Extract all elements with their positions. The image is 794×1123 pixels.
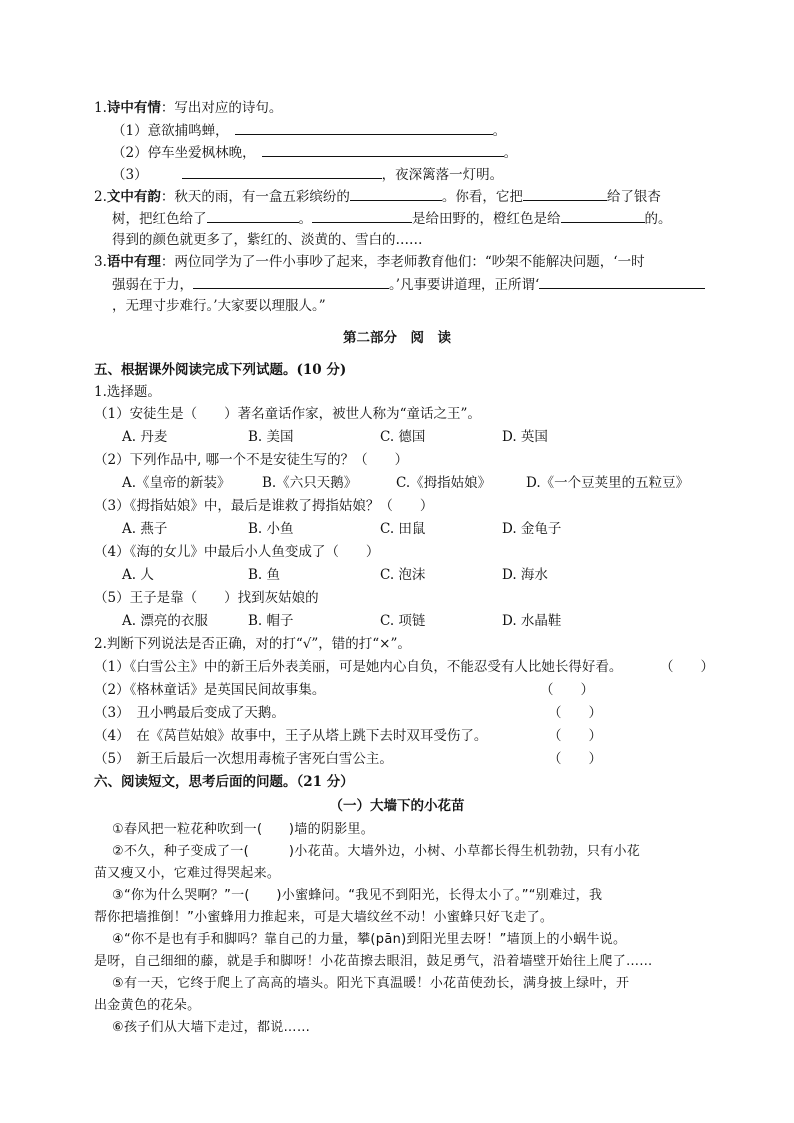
option-a[interactable]: A.《皇帝的新装》 bbox=[122, 475, 231, 491]
q1-item-1 bbox=[112, 120, 506, 141]
paragraph-6: ⑥孩子们从大墙下走过，都说…… bbox=[112, 1020, 311, 1035]
q2-line-1 bbox=[94, 186, 661, 207]
option-d[interactable]: D. 水晶鞋 bbox=[502, 613, 562, 629]
option-c[interactable]: C.《拇指姑娘》 bbox=[396, 475, 492, 491]
q2-text: 给了银杏 bbox=[606, 189, 661, 205]
option-c[interactable]: C. 泡沫 bbox=[380, 567, 426, 583]
q2-text: 的。 bbox=[644, 211, 672, 227]
q1-item-2 bbox=[112, 142, 517, 163]
answer-blank[interactable] bbox=[539, 274, 705, 289]
q2-text: 。 bbox=[298, 211, 312, 227]
part2-title: 第二部分 阅 读 bbox=[343, 330, 451, 346]
paragraph-5-line-2: 出金黄色的花朵。 bbox=[94, 998, 201, 1013]
q2-line-3: 得到的颜色就更多了，紫红的、淡黄的、雪白的…… bbox=[112, 232, 423, 248]
option-d[interactable]: D.《一个豆荚里的五粒豆》 bbox=[526, 475, 690, 491]
q2-line-2 bbox=[112, 208, 672, 229]
option-c[interactable]: C. 田鼠 bbox=[380, 521, 426, 537]
mc-question-5: （5）王子是靠（ ）找到灰姑娘的 bbox=[94, 590, 319, 606]
mc-options-1 bbox=[0, 427, 794, 447]
section5-sub2: 2.判断下列说法是否正确，对的打“√”，错的打“×”。 bbox=[94, 636, 411, 652]
paragraph-2-line-2: 苗又瘦又小，它难过得哭起来。 bbox=[94, 866, 281, 881]
q3-line-2 bbox=[112, 274, 705, 295]
answer-blank[interactable] bbox=[193, 274, 389, 289]
option-d[interactable]: D. 英国 bbox=[502, 429, 548, 445]
answer-blank[interactable] bbox=[561, 208, 645, 223]
q1-item-2-text: （2）停车坐爱枫林晚， bbox=[112, 145, 256, 161]
option-b[interactable]: B. 小鱼 bbox=[248, 521, 294, 537]
section5-title: 五、根据课外阅读完成下列试题。(10 分) bbox=[94, 362, 347, 378]
q3-text: 。’凡事要讲道理，正所谓‘ bbox=[389, 277, 540, 293]
mc-options-5 bbox=[0, 611, 794, 631]
q2-text: 是给田野的，橙红色是给 bbox=[412, 211, 561, 227]
answer-blank[interactable] bbox=[350, 186, 442, 201]
mc-question-4: （4）《海的女儿》中最后小人鱼变成了（ ） bbox=[94, 544, 380, 560]
q1-item-1-text: （1）意欲捕鸣蝉， bbox=[112, 123, 229, 139]
q1-item-1-end: 。 bbox=[492, 123, 507, 139]
passage-title: （一）大墙下的小花苗 bbox=[329, 798, 465, 814]
option-c[interactable]: C. 项链 bbox=[380, 613, 426, 629]
q1-number: 1. bbox=[94, 100, 107, 116]
option-b[interactable]: B. 帽子 bbox=[248, 613, 294, 629]
paragraph-5-line-1: ⑤有一天，它终于爬上了高高的墙头。阳光下真温暖！小花苗使劲长，满身披上绿叶，开 bbox=[112, 976, 630, 991]
answer-blank[interactable] bbox=[235, 120, 493, 135]
q3-text: 强弱在于力， bbox=[112, 277, 193, 293]
answer-blank[interactable] bbox=[262, 142, 504, 157]
section5-sub1: 1.选择题。 bbox=[94, 384, 161, 400]
mc-options-4 bbox=[0, 565, 794, 585]
answer-blank[interactable] bbox=[207, 208, 299, 223]
q3-text: ：两位同学为了一件小事吵了起来，李老师教育他们：“吵架不能解决问题，‘一时 bbox=[160, 254, 645, 270]
q1-label: 诗中有情 bbox=[106, 100, 161, 116]
judge-answer-5[interactable]: （ ） bbox=[548, 751, 602, 767]
paragraph-2-line-1: ②不久，种子变成了一( )小花苗。大墙外边，小树、小草都长得生机勃勃，只有小花 bbox=[112, 844, 641, 859]
answer-blank[interactable] bbox=[312, 208, 412, 223]
option-a[interactable]: A. 燕子 bbox=[122, 521, 168, 537]
mc-options-3 bbox=[0, 519, 794, 539]
q3-label: 语中有理 bbox=[106, 254, 161, 270]
q2-text: 。你看，它把 bbox=[441, 189, 523, 205]
section6-title: 六、阅读短文，思考后面的问题。（21 分） bbox=[94, 774, 354, 790]
judge-item-1: （1）《白雪公主》中的新王后外表美丽，可是她内心自负，不能忍受有人比她长得好看。 bbox=[94, 659, 623, 675]
q1-item-2-end: 。 bbox=[503, 145, 518, 161]
paragraph-3-line-1: ③“你为什么哭啊？”一( )小蜜蜂问。“我见不到阳光，长得太小了。”“别难过，我 bbox=[112, 888, 603, 903]
q2-label: 文中有韵 bbox=[106, 189, 161, 205]
q2-text: ：秋天的雨，有一盒五彩缤纷的 bbox=[160, 189, 350, 205]
answer-blank[interactable] bbox=[523, 186, 607, 201]
option-a[interactable]: A. 丹麦 bbox=[122, 429, 168, 445]
option-c[interactable]: C. 德国 bbox=[380, 429, 426, 445]
q3-number: 3. bbox=[94, 254, 107, 270]
judge-answer-1[interactable]: （ ） bbox=[660, 659, 714, 675]
judge-answer-3[interactable]: （ ） bbox=[548, 705, 602, 721]
q1-item-3-end: ，夜深篱落一灯明。 bbox=[381, 167, 504, 183]
q3-line-3: ，无理寸步难行。’大家要以理服人。” bbox=[112, 298, 326, 314]
q3-line-1 bbox=[94, 252, 645, 272]
judge-item-3: （3） 丑小鸭最后变成了天鹅。 bbox=[94, 705, 285, 721]
paragraph-1: ①春风把一粒花种吹到一( )墙的阴影里。 bbox=[112, 822, 375, 837]
paragraph-4-line-2: 是呀，自己细细的藤，就是手和脚呀！小花苗擦去眼泪，鼓足勇气，沿着墙壁开始往上爬了…… bbox=[94, 954, 653, 969]
mc-question-1: （1）安徒生是（ ）著名童话作家，被世人称为“童话之王”。 bbox=[94, 406, 481, 422]
option-d[interactable]: D. 海水 bbox=[502, 567, 548, 583]
judge-item-4: （4） 在《莴苣姑娘》故事中，王子从塔上跳下去时双耳受伤了。 bbox=[94, 728, 488, 744]
judge-answer-4[interactable]: （ ） bbox=[548, 728, 602, 744]
option-a[interactable]: A. 漂亮的衣服 bbox=[122, 613, 208, 629]
mc-options-2 bbox=[0, 473, 794, 493]
option-b[interactable]: B. 美国 bbox=[248, 429, 294, 445]
mc-question-3: （3）《拇指姑娘》中，最后是谁救了拇指姑娘？（ ） bbox=[94, 498, 434, 514]
judge-answer-2[interactable]: （ ） bbox=[540, 682, 594, 698]
q2-text: 树，把红色给了 bbox=[112, 211, 207, 227]
judge-item-2: （2）《格林童话》是英国民间故事集。 bbox=[94, 682, 326, 698]
q1-instruction: ：写出对应的诗句。 bbox=[160, 100, 283, 116]
q1-heading bbox=[94, 98, 282, 118]
q1-item-3-text: （3） bbox=[112, 167, 148, 183]
option-b[interactable]: B. 鱼 bbox=[248, 567, 281, 583]
option-d[interactable]: D. 金龟子 bbox=[502, 521, 562, 537]
mc-question-2: （2）下列作品中, 哪一个不是安徒生写的？（ ） bbox=[94, 452, 409, 468]
q1-item-3 bbox=[112, 164, 503, 185]
option-b[interactable]: B.《六只天鹅》 bbox=[262, 475, 358, 491]
option-a[interactable]: A. 人 bbox=[122, 567, 154, 583]
q2-number: 2. bbox=[94, 189, 107, 205]
judge-item-5: （5） 新王后最后一次想用毒梳子害死白雪公主。 bbox=[94, 751, 393, 767]
paragraph-4-line-1: ④“你不是也有手和脚吗？靠自己的力量，攀(pān)到阳光里去呀！”墙顶上的小蜗牛说。 bbox=[112, 932, 627, 947]
answer-blank[interactable] bbox=[182, 164, 382, 179]
paragraph-3-line-2: 帮你把墙推倒！”小蜜蜂用力推起来，可是大墙纹丝不动！小蜜蜂只好飞走了。 bbox=[94, 910, 554, 925]
